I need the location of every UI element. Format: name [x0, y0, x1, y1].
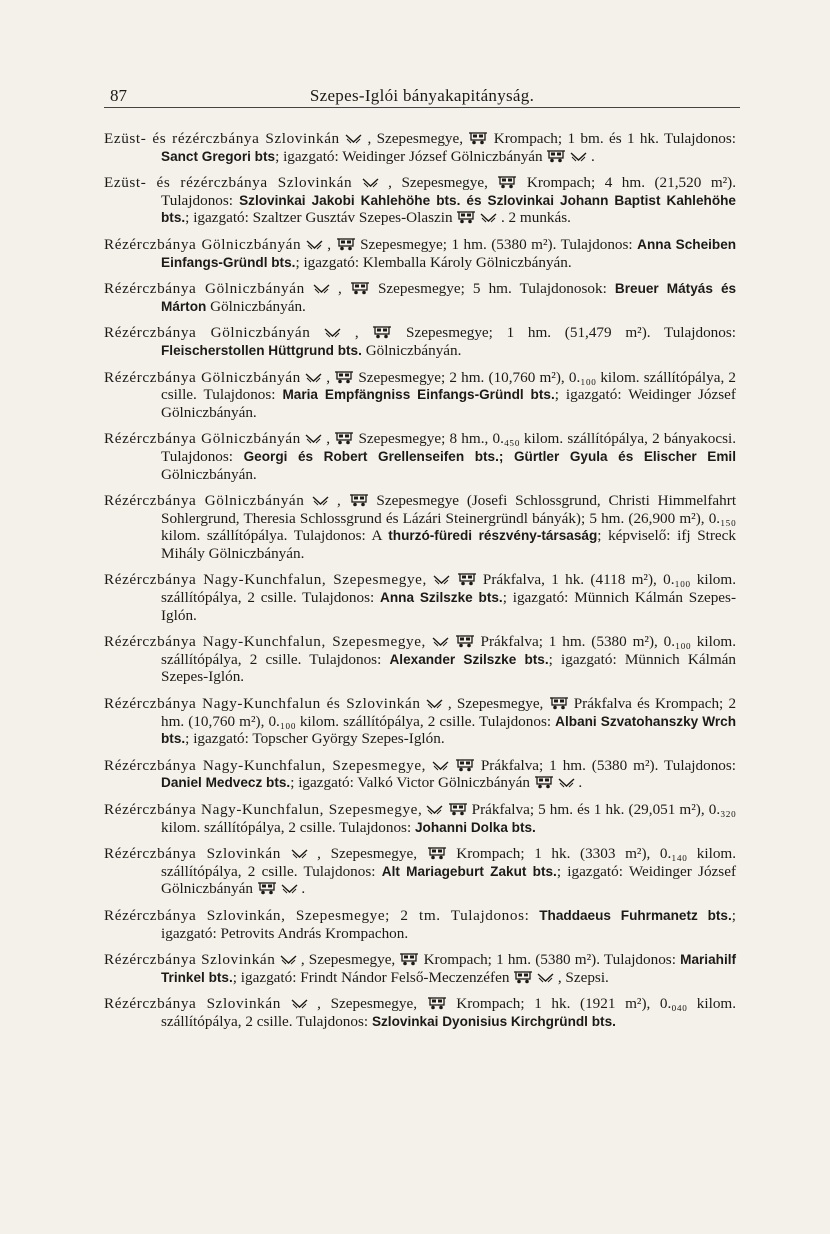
entry-lead: Ezüst- és rézérczbánya Szlovinkán: [104, 174, 353, 192]
entry-owner: Szlovinkai Jakobi Kahlehöhe bts. és Szlovinkai Johann Baptist Kahlehöhe bts.: [161, 192, 736, 226]
mine-entry: [104, 951, 736, 986]
envelope-icon: [432, 636, 449, 648]
entry-details: Prákfalva, 1 hk. (4118 m²), 0.₁₀₀ kilom. szállítópálya, 2 csille. Tulajdonos:: [161, 571, 737, 607]
mine-entry: [104, 369, 736, 422]
entry-details: Szepesmegye; 2 hm. (10,760 m²), 0.₁₀₀ kilom. szállítópálya, 2 csille. Tulajdonos:: [161, 368, 737, 404]
entry-list: [104, 130, 736, 1040]
entry-director: ; igazgató: Topscher György Szepes-Iglón.: [185, 730, 445, 748]
entry-director: Gölniczbányán.: [206, 297, 306, 315]
mine-entry: [104, 236, 736, 271]
entry-location: , Szepesmegye,: [317, 845, 418, 863]
entry-location: ,: [337, 492, 341, 510]
entry-owner: Mariahilf Trinkel bts.: [161, 952, 737, 985]
entry-lead: Rézérczbánya Nagy-Kunchfalun, Szepesmegye,: [104, 756, 427, 774]
entry-director: ; igazgató: Münnich Kálmán Szepes-Iglón.: [161, 650, 736, 686]
envelope-icon: [426, 698, 443, 710]
entry-location: ,: [354, 324, 359, 342]
envelope-icon: [291, 998, 308, 1010]
entry-lead: Rézérczbánya Gölniczbányán: [104, 235, 302, 253]
entry-director: ; igazgató: Szaltzer Gusztáv Szepes-Olaszin: [185, 209, 453, 227]
entry-owner: thurzó-füredi részvény-társaság: [388, 528, 598, 544]
locomotive-icon: [513, 970, 533, 984]
entry-location: , Szepesmegye,: [367, 130, 464, 147]
locomotive-icon: [534, 775, 554, 789]
mine-entry: [104, 845, 736, 898]
mine-entry: [104, 801, 736, 836]
envelope-icon: [433, 574, 450, 586]
mine-entry: [104, 995, 736, 1030]
entry-location: ,: [337, 280, 342, 298]
locomotive-icon: [372, 325, 392, 339]
locomotive-icon: [334, 431, 354, 445]
envelope-icon: [281, 883, 298, 895]
entry-details: Szepesmegye; 1 hm. (51,479 m²). Tulajdonos:: [406, 324, 736, 342]
entry-lead: Rézérczbánya Gölniczbányán: [104, 492, 305, 510]
locomotive-icon: [399, 952, 419, 966]
entry-tail: . 2 munkás.: [500, 209, 571, 227]
locomotive-icon: [455, 634, 475, 648]
envelope-icon: [291, 848, 308, 860]
entry-lead: Rézérczbánya Nagy-Kunchfalun, Szepesmegye,: [104, 633, 426, 651]
page-number: 87: [110, 86, 127, 105]
mine-entry: [104, 492, 736, 562]
envelope-icon: [362, 177, 379, 189]
mine-entry: [104, 130, 736, 165]
entry-location: , Szepesmegye,: [317, 995, 418, 1013]
mine-entry: [104, 695, 736, 748]
entry-owner: Alexander Szilszke bts.: [389, 651, 549, 667]
envelope-icon: [345, 133, 362, 145]
envelope-icon: [312, 495, 329, 507]
entry-owner: Fleischerstollen Hüttgrund bts.: [161, 342, 362, 358]
entry-director: ; igazgató: Petrovits András Krompachon.: [161, 906, 736, 942]
running-head: [104, 83, 740, 108]
entry-owner: Maria Empfängniss Einfangs-Gründl bts.: [282, 387, 555, 403]
locomotive-icon: [455, 758, 475, 772]
entry-owner: Anna Szilszke bts.: [380, 590, 503, 606]
envelope-icon: [480, 212, 497, 224]
entry-tail: .: [591, 147, 595, 165]
locomotive-icon: [456, 210, 476, 224]
entry-lead: Rézérczbánya Nagy-Kunchfalun, Szepesmegye,: [104, 801, 423, 818]
entry-location: ,: [326, 430, 331, 448]
entry-director: Gölniczbányán.: [161, 465, 257, 483]
entry-director: ; igazgató: Frindt Nándor Felső-Meczenzéfen: [232, 968, 510, 986]
entry-details: Prákfalva; 1 hm. (5380 m²). Tulajdonos:: [480, 756, 737, 774]
entry-lead: Rézérczbánya Gölniczbányán: [104, 324, 311, 342]
mine-entry: [104, 757, 736, 792]
entry-details: Prákfalva; 5 hm. és 1 hk. (29,051 m²), 0.₃₂₀ kilom. szállítópálya, 2 csille. Tulajdonos:: [161, 801, 736, 836]
entry-location: , Szepesmegye,: [300, 951, 396, 969]
entry-location: , Szepesmegye,: [388, 174, 488, 192]
envelope-icon: [537, 972, 554, 984]
entry-lead: Rézérczbánya Szlovinkán: [104, 995, 281, 1013]
entry-director: ; igazgató: Münnich Kálmán Szepes-Iglón.: [161, 589, 736, 624]
entry-location: ,: [327, 235, 332, 253]
entry-details: Krompach; 1 bm. és 1 hk. Tulajdonos:: [493, 130, 737, 147]
mine-entry: [104, 430, 736, 483]
entry-owner: Sanct Gregori bts: [161, 148, 276, 164]
entry-lead: Rézérczbánya Nagy-Kunchfalun és Szlovinkán: [104, 695, 421, 713]
locomotive-icon: [427, 846, 447, 860]
entry-owner: Daniel Medvecz bts.: [161, 775, 291, 791]
mine-entry: [104, 571, 736, 624]
entry-lead: Rézérczbánya Gölniczbányán: [104, 368, 301, 386]
locomotive-icon: [546, 149, 566, 163]
mine-entry: [104, 174, 736, 227]
envelope-icon: [426, 804, 443, 816]
envelope-icon: [306, 239, 323, 251]
entry-director: ; képviselő: ifj Streck Mihály Gölniczbányán.: [161, 527, 737, 562]
entry-owner: Breuer Mátyás és Márton: [161, 281, 737, 314]
entry-owner: Albani Szvatohanszky Wrch bts.: [161, 713, 737, 747]
locomotive-icon: [350, 281, 370, 295]
envelope-icon: [305, 433, 322, 445]
mine-entry: [104, 280, 736, 315]
entry-owner: Alt Mariageburt Zakut bts.: [381, 863, 557, 879]
mine-entry: [104, 907, 736, 942]
envelope-icon: [558, 777, 575, 789]
entry-details: Szepesmegye; 8 hm., 0.₄₅₀ kilom. szállítópálya, 2 bányakocsi. Tulajdonos:: [161, 430, 736, 465]
entry-details: Szepesmegye; 1 hm. (5380 m²). Tulajdonos:: [360, 235, 633, 253]
entry-details: Krompach; 1 hk. (3303 m²), 0.₁₄₀ kilom. szállítópálya, 2 csille. Tulajdonos:: [161, 845, 737, 880]
entry-tail: , Szepsi.: [557, 968, 609, 986]
locomotive-icon: [457, 572, 477, 586]
entry-lead: Rézérczbánya Szlovinkán: [104, 951, 276, 969]
entry-tail: .: [301, 880, 306, 898]
envelope-icon: [305, 372, 322, 384]
entry-lead: Ezüst- és rézérczbánya Szlovinkán: [104, 130, 340, 147]
entry-owner: Georgi és Robert Grellenseifen bts.; Gürtler Gyula és Elischer Emil: [243, 448, 736, 464]
entry-director: ; igazgató: Valkó Victor Gölniczbányán: [290, 774, 530, 792]
entry-director: ; igazgató: Weidinger József Gölniczbányán: [161, 862, 737, 898]
envelope-icon: [313, 283, 330, 295]
mine-entry: [104, 633, 736, 686]
locomotive-icon: [349, 493, 369, 507]
locomotive-icon: [468, 131, 488, 145]
entry-lead: Rézérczbánya Szlovinkán: [104, 845, 281, 863]
envelope-icon: [432, 760, 449, 772]
entry-location: , Szepesmegye,: [447, 695, 544, 713]
entry-lead: Rézérczbánya Nagy-Kunchfalun, Szepesmegye,: [104, 571, 427, 589]
locomotive-icon: [257, 881, 277, 895]
entry-details: Szepesmegye (Josefi Schlossgrund, Christi Himmelfahrt Sohlergrund, Theresia Schlossgrund és Lázári Steinergründl bányák); 5 hm. (26,900 m²), 0.₁₅₀ kilom. szállítópálya. Tulajdonos: A: [161, 492, 737, 545]
entry-details: Prákfalva és Krompach; 2 hm. (10,760 m²), 0.₁₀₀ kilom. szállítópálya, 2 csille. Tulajdonos:: [161, 695, 737, 730]
entry-lead: Rézérczbánya Gölniczbányán: [104, 430, 301, 448]
entry-director: ; igazgató: Klemballa Károly Gölniczbányán.: [295, 253, 572, 271]
entry-owner: Szlovinkai Dyonisius Kirchgründl bts.: [371, 1013, 616, 1029]
envelope-icon: [280, 954, 297, 966]
envelope-icon: [324, 327, 341, 339]
entry-lead: Rézérczbánya Gölniczbányán: [104, 280, 305, 298]
entry-details: Prákfalva; 1 hm. (5380 m²), 0.₁₀₀ kilom. szállítópálya, 2 csille. Tulajdonos:: [161, 633, 737, 668]
entry-location: ,: [326, 368, 330, 386]
entry-details: Krompach; 4 hm. (21,520 m²). Tulajdonos:: [161, 174, 737, 209]
envelope-icon: [570, 151, 587, 163]
entry-details: Szepesmegye; 5 hm. Tulajdonosok:: [377, 280, 607, 298]
locomotive-icon: [427, 996, 447, 1010]
mine-entry: [104, 324, 736, 359]
locomotive-icon: [334, 370, 354, 384]
running-title: Szepes-Iglói bányakapitányság.: [309, 86, 535, 105]
entry-details: Krompach; 1 hk. (1921 m²), 0.₀₄₀ kilom. szállítópálya, 2 csille. Tulajdonos:: [161, 995, 737, 1030]
locomotive-icon: [549, 696, 569, 710]
entry-director: ; igazgató: Weidinger József Gölniczbányán.: [161, 386, 736, 421]
locomotive-icon: [497, 175, 517, 189]
entry-owner: Anna Scheiben Einfangs-Gründl bts.: [161, 236, 737, 270]
entry-tail: .: [578, 774, 583, 792]
entry-director: ; igazgató: Weidinger József Gölniczbányán: [275, 147, 543, 165]
locomotive-icon: [448, 802, 468, 816]
entry-director: Gölniczbányán.: [361, 341, 462, 359]
entry-owner: Thaddaeus Fuhrmanetz bts.: [539, 907, 732, 923]
entry-details: Krompach; 1 hm. (5380 m²). Tulajdonos:: [423, 951, 676, 969]
entry-lead: Rézérczbánya Szlovinkán, Szepesmegye; 2 tm. Tulajdonos:: [104, 906, 530, 924]
locomotive-icon: [336, 237, 356, 251]
entry-owner: Johanni Dolka bts.: [414, 819, 536, 835]
